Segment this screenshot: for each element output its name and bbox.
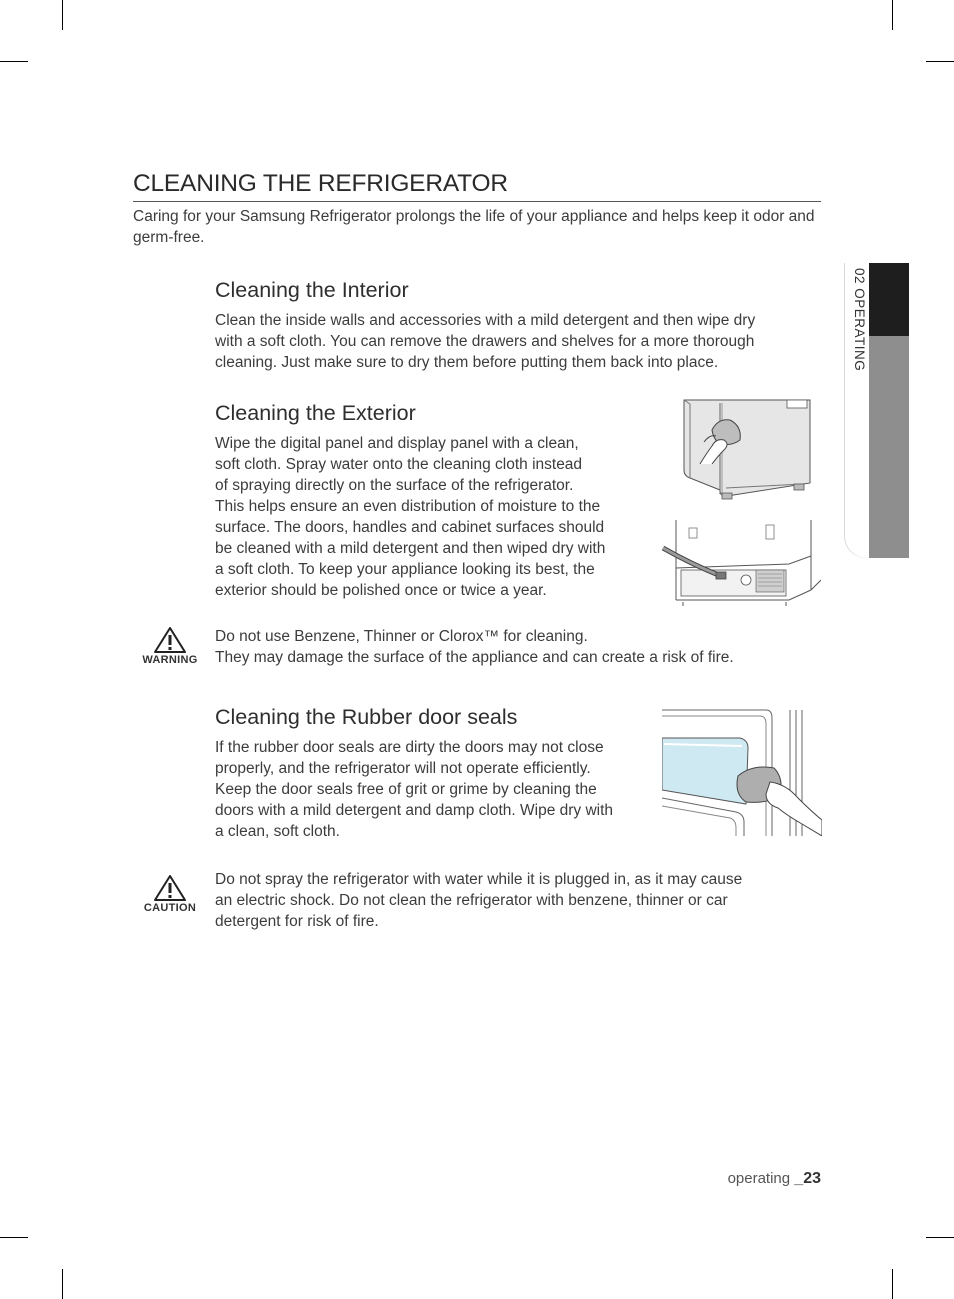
crop-mark: [0, 1237, 28, 1238]
page-footer: [728, 1170, 821, 1188]
warning-text: [215, 626, 815, 668]
crop-mark: [926, 61, 954, 62]
text-line: If the rubber door seals are dirty the doors may not close: [215, 739, 604, 756]
text-line: exterior should be polished once or twice a year.: [215, 582, 547, 599]
text-line: Clean the inside walls and accessories with a mild detergent and then wipe dry: [215, 312, 756, 329]
text-line: with a soft cloth. You can remove the drawers and shelves for a more thorough: [215, 333, 755, 350]
heading-seals: Cleaning the Rubber door seals: [215, 705, 518, 729]
text-line: an electric shock. Do not clean the refrigerator with benzene, thinner or car: [215, 892, 728, 909]
crop-mark: [62, 0, 63, 30]
page-title: CLEANING THE REFRIGERATOR: [133, 170, 821, 202]
text-line: surface. The doors, handles and cabinet surfaces should: [215, 519, 605, 536]
text-line: soft cloth. Spray water onto the cleaning cloth instead: [215, 456, 583, 473]
text-line: a soft cloth. To keep your appliance looking its best, the: [215, 561, 595, 578]
warning-label: WARNING: [142, 654, 198, 666]
page-number: _23: [794, 1170, 821, 1187]
text-line: of spraying directly on the surface of the refrigerator.: [215, 477, 574, 494]
intro-paragraph: Caring for your Samsung Refrigerator prolongs the life of your appliance and helps keep it odor and germ-free.: [133, 208, 815, 246]
warning-triangle-icon: [153, 626, 187, 654]
text-line: This helps ensure an even distribution of moisture to the: [215, 498, 601, 515]
paragraph-exterior: [215, 433, 655, 601]
caution-text: [215, 869, 815, 932]
crop-mark: [62, 1269, 63, 1299]
cleaning-base-illustration: [661, 520, 821, 608]
crop-mark: [0, 61, 28, 62]
wiping-door-illustration: [682, 398, 812, 503]
warning-notice-icon: [137, 626, 203, 666]
caution-label: CAUTION: [143, 902, 197, 914]
text-line: Wipe the digital panel and display panel with a clean,: [215, 435, 579, 452]
text-line: detergent for risk of fire.: [215, 913, 379, 930]
crop-mark: [892, 1269, 893, 1299]
text-line: doors with a mild detergent and damp cloth. Wipe dry with: [215, 802, 614, 819]
heading-exterior: Cleaning the Exterior: [215, 401, 416, 425]
text-line: cleaning. Just make sure to dry them before putting them back into place.: [215, 354, 719, 371]
footer-section: operating: [727, 1170, 791, 1187]
text-line: They may damage the surface of the appliance and can create a risk of fire.: [215, 649, 734, 666]
chapter-tab-marker: [869, 263, 909, 336]
crop-mark: [892, 0, 893, 30]
heading-interior: Cleaning the Interior: [215, 278, 409, 302]
text-line: properly, and the refrigerator will not operate efficiently.: [215, 760, 591, 777]
paragraph-interior: [215, 310, 815, 373]
text-line: Do not spray the refrigerator with water while it is plugged in, as it may cause: [215, 871, 743, 888]
chapter-tab-label: 02 OPERATING: [852, 268, 867, 372]
text-line: Keep the door seals free of grit or grime by cleaning the: [215, 781, 597, 798]
caution-notice-icon: [137, 874, 203, 914]
wiping-seal-illustration: [662, 708, 822, 836]
crop-mark: [926, 1237, 954, 1238]
text-line: be cleaned with a mild detergent and then wiped dry with: [215, 540, 606, 557]
caution-triangle-icon: [153, 874, 187, 902]
paragraph-seals: [215, 737, 660, 842]
text-line: a clean, soft cloth.: [215, 823, 340, 840]
text-line: Do not use Benzene, Thinner or Clorox™ for cleaning.: [215, 628, 588, 645]
